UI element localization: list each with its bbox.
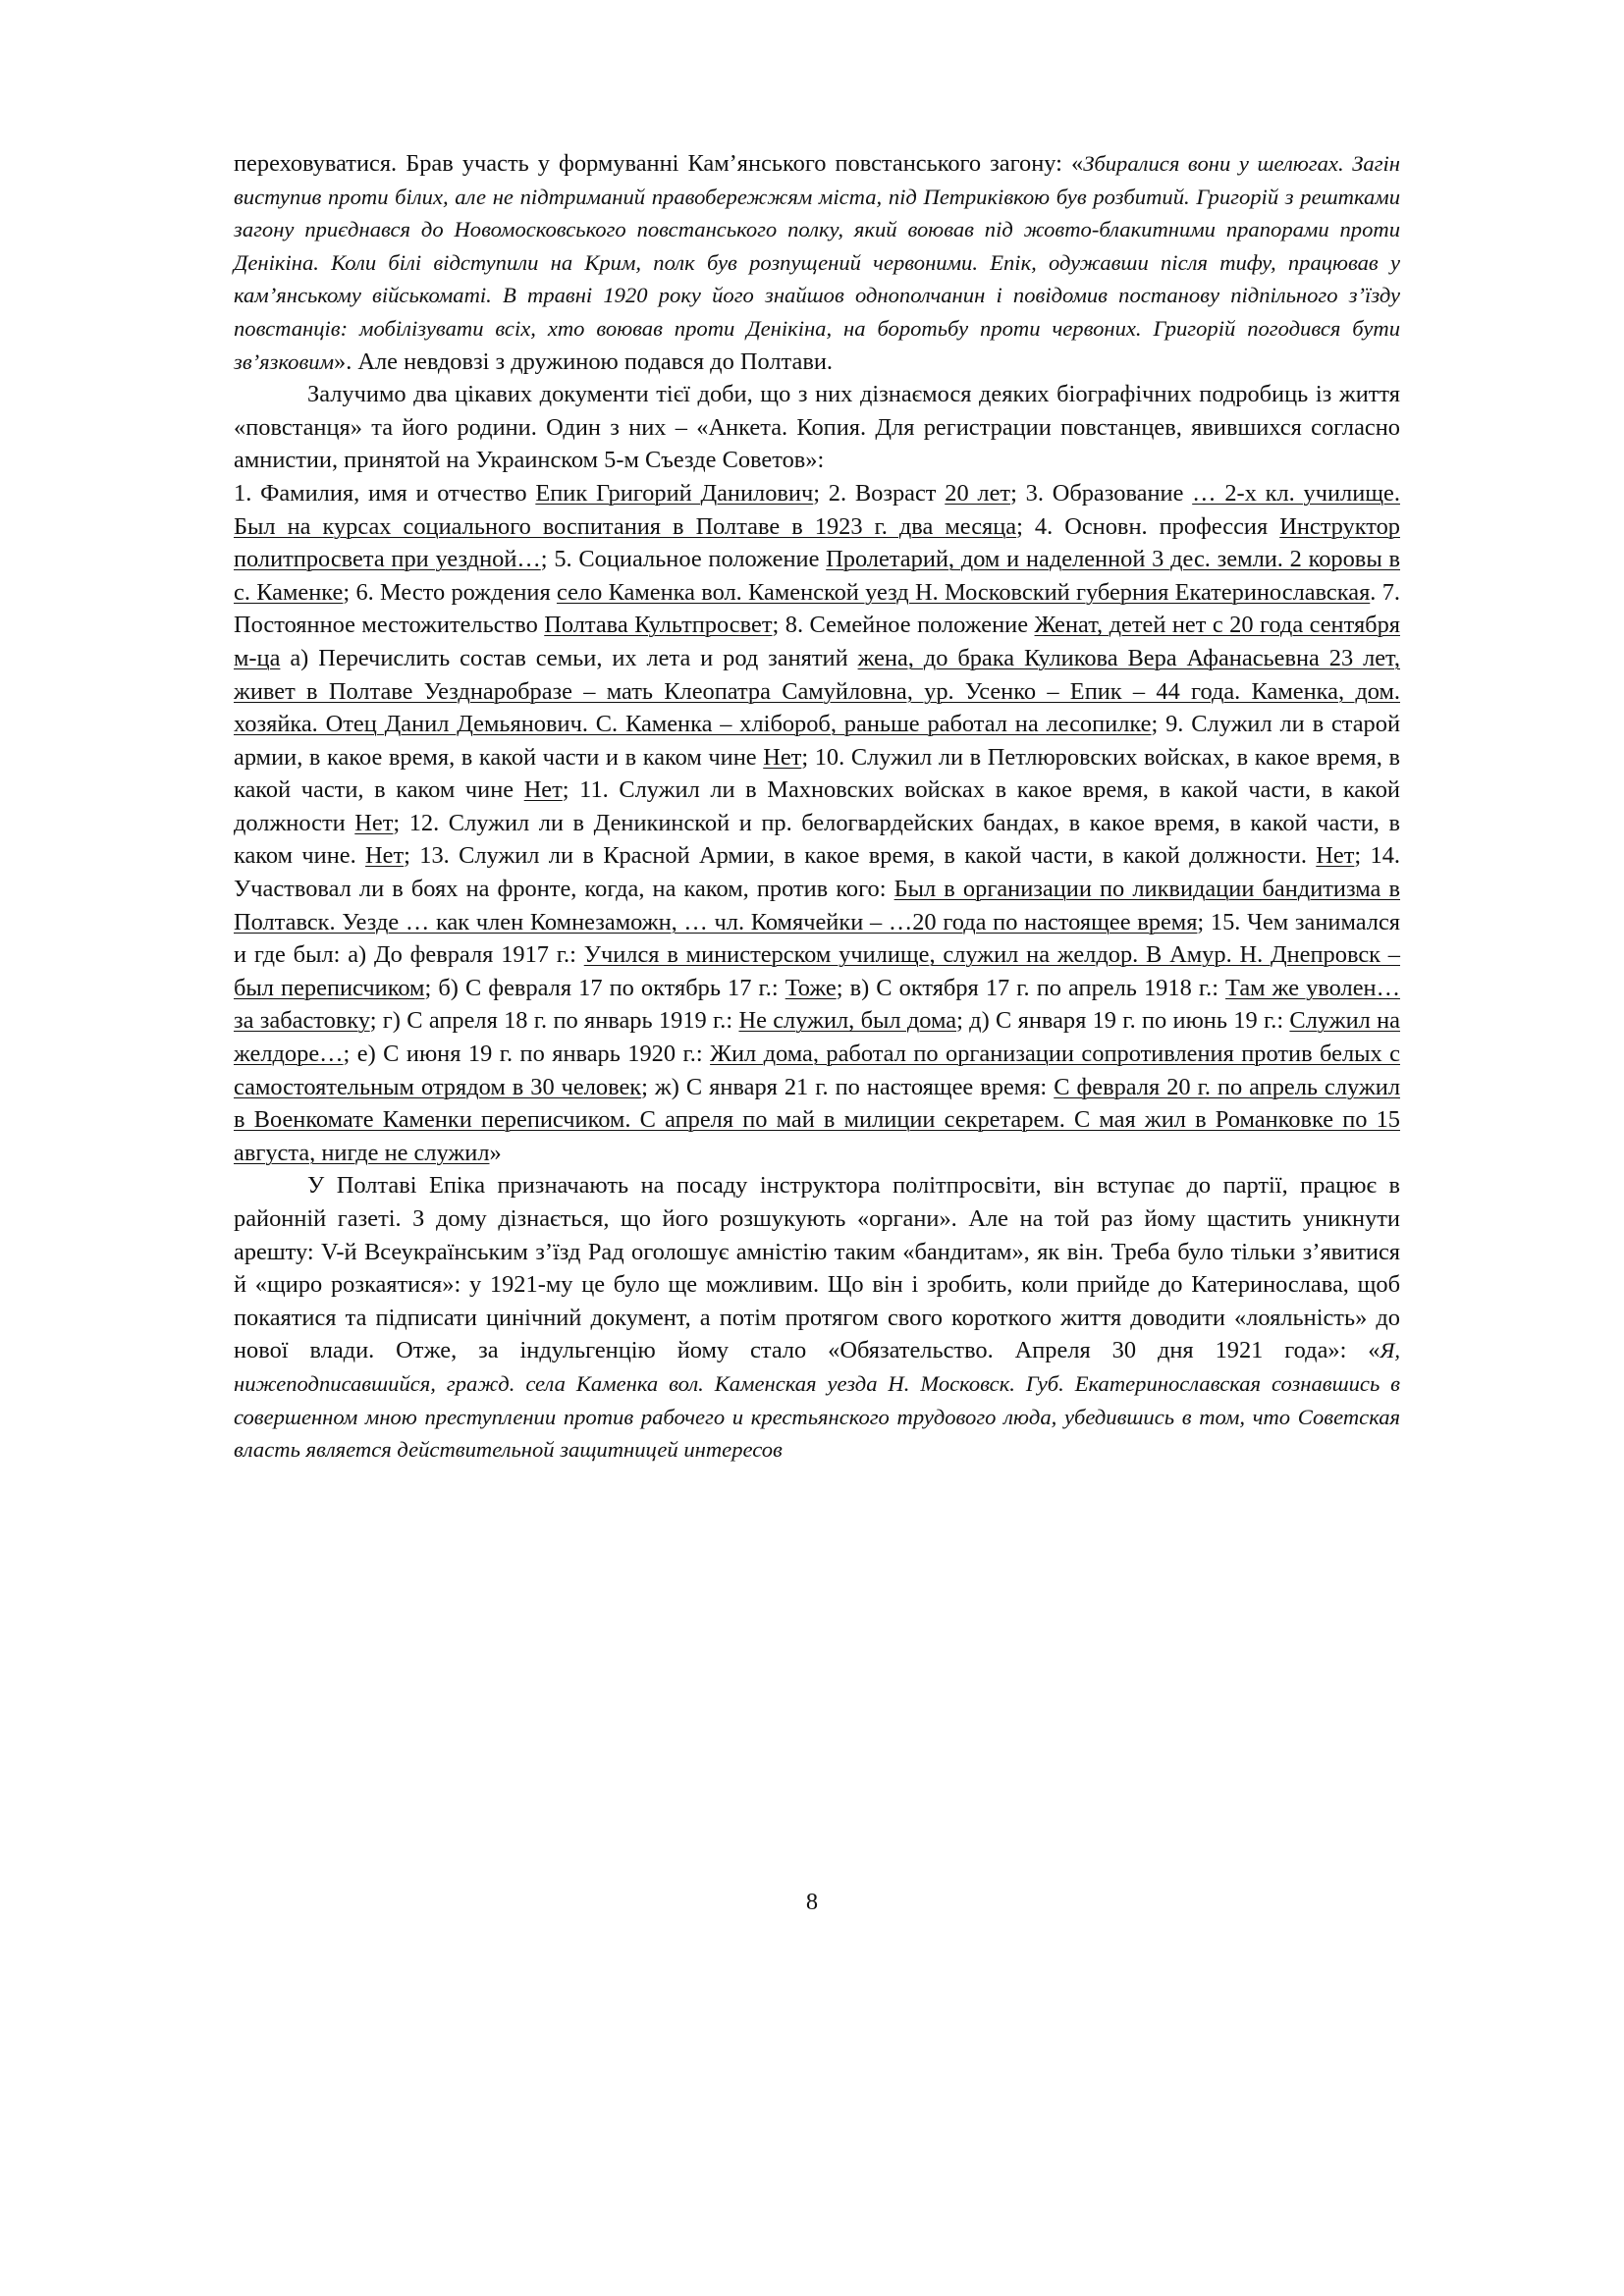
questionnaire-answer: С февраля 20 г. по апрель служил в Военкомате Каменки переписчиком. С апреля по май в милиции секретарем. С мая жил в Романковке по 15 августа, нигде не служил — [234, 1073, 1400, 1166]
questionnaire-answer: Нет — [365, 842, 405, 870]
questionnaire-question: ; 8. Семейное положение — [772, 612, 1035, 639]
questionnaire-answer: Нет — [1316, 842, 1355, 870]
questionnaire-question: ; 15. Чем занимался и где был: а) До февраля 1917 г.: — [234, 908, 1400, 969]
paragraph-1 — [234, 147, 1400, 378]
questionnaire-answer: Инструктор политпросвета при уездной… — [234, 512, 1400, 573]
questionnaire-question: ; е) С июня 19 г. по январь 1920 г.: — [343, 1041, 711, 1068]
questionnaire-answer: Там же уволен… за забастовку — [234, 974, 1400, 1035]
questionnaire-question: ; б) С февраля 17 по октябрь 17 г.: — [424, 974, 785, 1001]
questionnaire-question: 1. Фамилия, имя и отчество — [234, 479, 536, 507]
questionnaire-question: ; 4. Основн. профессия — [1016, 512, 1280, 540]
questionnaire-answer: Был в организации по ликвидации бандитизма в Полтавск. Уезде … как член Комнезаможн, … чл. Комячейки – …20 года по настоящее время — [234, 876, 1400, 935]
questionnaire-question: ; 14. Участвовал ли в боях на фронте, когда, на каком, против кого: — [234, 842, 1400, 903]
questionnaire-answer: Жил дома, работал по организации сопротивления против белых с самостоятельным отрядом в 30 человек — [234, 1041, 1400, 1100]
questionnaire-answer: Служил на желдоре… — [234, 1007, 1400, 1068]
questionnaire-question: ; 11. Служил ли в Махновских войсках в какое время, в какой части, в какой должности — [234, 776, 1400, 836]
paragraph-1-quote: Збиралися вони у шелюгах. Загін виступив проти білих, але не підтриманий правобережжям міста, під Петриківкою був розбитий. Григорій з рештками загону приєднався до Новомосковського повстанського полку, який воював під жовто-блакитними прапорами проти Денікіна. Коли білі відступили на Крим, полк був розпущений червоними. Епік, одужавши після тифу, працював у кам’янському військоматі. В травні 1920 року його знайшов однополчанин і повідомив постанову підпільного з’їзду повстанців: мобілізувати всіх, хто воював проти Денікіна, на боротьбу проти червоних. Григорій погодився бути зв’язковим — [234, 151, 1400, 374]
questionnaire-answer: жена, до брака Куликова Вера Афанасьевна 23 лет, живет в Полтаве Уезднаробразе – мать Клеопатра Самуйловна, ур. Усенко – Епик – 44 года. Каменка, дом. хозяйка. Отец Данил Демьянович. С. Каменка – хлібороб, раньше работал на лесопилке — [234, 644, 1400, 738]
questionnaire-question: ; г) С апреля 18 г. по январь 1919 г.: — [369, 1007, 739, 1035]
questionnaire-question: ; ж) С января 21 г. по настоящее время: — [641, 1073, 1055, 1100]
questionnaire-question: ; д) С января 19 г. по июнь 19 г.: — [956, 1007, 1290, 1035]
questionnaire-question: ; 10. Служил ли в Петлюровских войсках, в какое время, в какой части, в каком чине — [234, 743, 1400, 804]
questionnaire-question: ; в) С октября 17 г. по апрель 1918 г.: — [836, 974, 1226, 1001]
questionnaire-question: ; 9. Служил ли в старой армии, в какое время, в какой части и в каком чине — [234, 711, 1400, 771]
questionnaire-answer: Пролетарий, дом и наделенной 3 дес. земли. 2 коровы в с. Каменке — [234, 546, 1400, 606]
questionnaire-question: . 7. Постоянное местожительство — [234, 578, 1400, 639]
paragraph-3-quote: Я, нижеподписавшийся, гражд. села Каменка вол. Каменская уезда Н. Московск. Губ. Екатеринославская сознавшись в совершенном мною преступлении против рабочего и крестьянского трудового люда, убедившись в том, что Советская власть является действительной защитницей интересов — [234, 1338, 1400, 1463]
questionnaire-answer: Полтава Культпросвет — [544, 612, 773, 639]
questionnaire-answer: Тоже — [785, 974, 837, 1001]
questionnaire-answer: Епик Григорий Данилович — [535, 479, 814, 507]
paragraph-1-text: переховуватися. Брав участь у формуванні Кам’янського повстанського загону: « — [234, 150, 1084, 177]
document-page — [234, 147, 1400, 1467]
questionnaire-answer: Не служил, был дома — [738, 1007, 957, 1035]
questionnaire-answer: Нет — [523, 776, 563, 804]
questionnaire-question: ; 2. Возраст — [813, 479, 946, 507]
questionnaire-answer: Нет — [354, 809, 394, 836]
paragraph-1-tail: ». Але невдовзі з дружиною подався до Полтави. — [334, 347, 833, 375]
questionnaire-answer: село Каменка вол. Каменской уезд Н. Московский губерния Екатеринославская — [556, 578, 1371, 606]
questionnaire-question: ; 12. Служил ли в Деникинской и пр. белогвардейских бандах, в какое время, в какой части, в каком чине. — [234, 809, 1400, 870]
questionnaire-answer: Женат, детей нет с 20 года сентября м-ца — [234, 612, 1400, 671]
questionnaire-answer: Нет — [763, 743, 802, 771]
questionnaire-question: ; 3. Образование — [1010, 479, 1193, 507]
questionnaire-question: ; 5. Социальное положение — [540, 546, 827, 573]
paragraph-3-text: У Полтаві Епіка призначають на посаду інструктора політпросвіти, він вступає до партії, працює в районній газеті. З дому дізнається, що його розшукують «органи». Але на той раз йому щастить уникнути арешту: V-й Всеукраїнським з’їзд Рад оголошує амністію таким «бандитам», як він. Треба було тільки з’явитися й «щиро розкаятися»: у 1921-му це було ще можливим. Що він і зробить, коли прийде до Катеринослава, щоб покаятися та підписати цинічний документ, а потім протягом свого короткого життя доводити «лояльність» до нової влади. Отже, за індульгенцію йому стало «Обязательство. Апреля 30 дня 1921 года»: « — [234, 1172, 1400, 1364]
page-number: 8 — [805, 1889, 819, 1915]
questionnaire-paragraph — [234, 477, 1400, 1169]
questionnaire-question: а) Перечислить состав семьи, их лета и род занятий — [280, 644, 858, 671]
questionnaire-question: ; 13. Служил ли в Красной Армии, в какое время, в какой части, в какой должности. — [404, 842, 1317, 870]
paragraph-3 — [234, 1169, 1400, 1466]
questionnaire-question: ; 6. Место рождения — [343, 578, 557, 606]
questionnaire-answer: … 2-х кл. училище. Был на курсах социального воспитания в Полтаве в 1923 г. два месяца — [234, 479, 1400, 540]
paragraph-2: Залучимо два цікавих документи тієї доби, що з них дізнаємося деяких біографічних подробиць із життя «повстанця» та його родини. Один з них – «Анкета. Копия. Для регистрации повстанцев, явившихся согласно амнистии, принятой на Украинском 5-м Съезде Советов»: — [234, 381, 1400, 474]
questionnaire-answer: 20 лет — [945, 479, 1011, 507]
questionnaire-answer: Учился в министерском училище, служил на желдор. В Амур. Н. Днепровск – был переписчиком — [234, 941, 1400, 1001]
questionnaire-question: » — [489, 1139, 502, 1166]
